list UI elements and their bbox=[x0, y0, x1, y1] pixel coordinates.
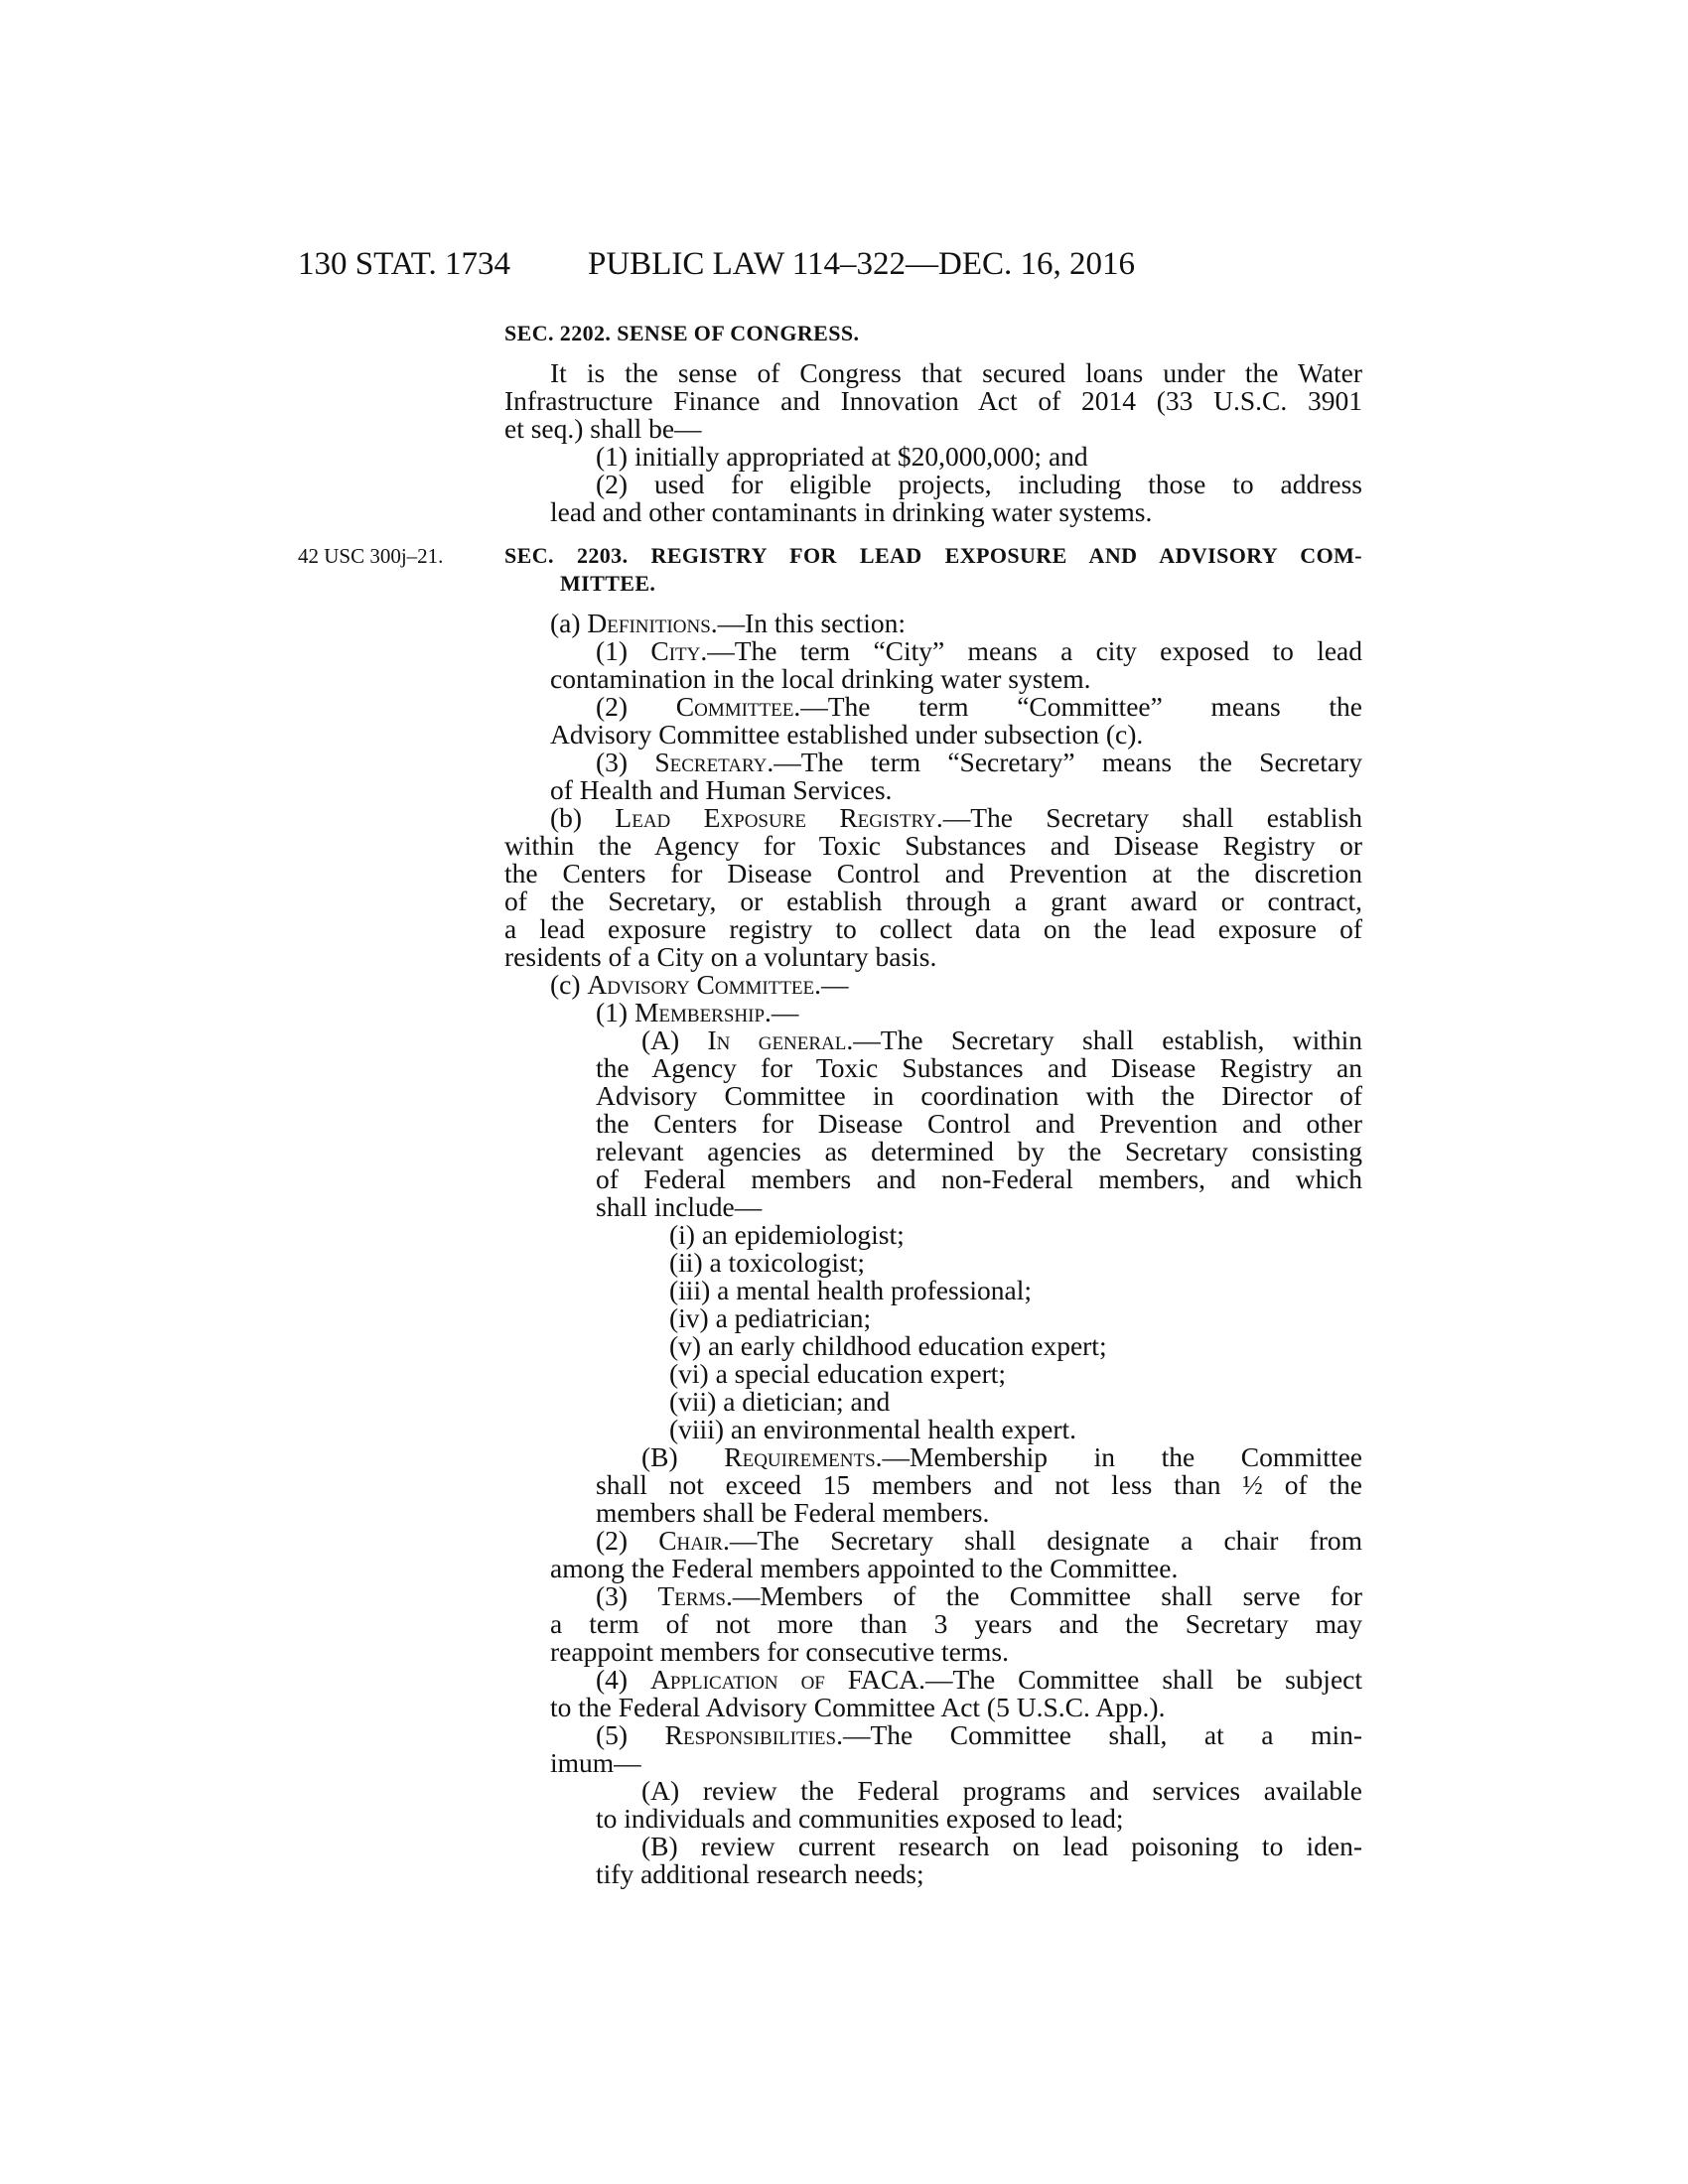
definition-city: (1) City.—The term “City” means a city exposed to lead bbox=[596, 635, 1363, 666]
c1A-line-2: the Agency for Toxic Substances and Disease Registry an bbox=[596, 1052, 1362, 1083]
definition-committee: (2) Committee.—The term “Committee” means the bbox=[596, 691, 1363, 722]
section-2203-heading-cont bbox=[504, 570, 1362, 598]
paragraph-c4: (4) Application of FACA.—The Committee shall be subject bbox=[596, 1664, 1363, 1695]
sec2202-intro-line-1: It is the sense of Congress that secured loans under the Water bbox=[550, 357, 1362, 388]
document-body bbox=[504, 320, 1362, 1888]
c1B-line-2: shall not exceed 15 members and not less than ½ of the bbox=[596, 1469, 1362, 1500]
sec2202-intro-line-3: et seq.) shall be— bbox=[504, 413, 702, 444]
definition-committee-line-2: Advisory Committee established under subsection (c). bbox=[550, 719, 1144, 750]
member-toxicologist: (ii) a toxicologist; bbox=[669, 1247, 866, 1278]
subsection-b: (b) Lead Exposure Registry.—The Secretary shall establish bbox=[550, 802, 1362, 833]
sec2202-item-1: (1) initially appropriated at $20,000,000; and bbox=[596, 441, 1088, 472]
c5B-line-2: tify additional research needs; bbox=[596, 1858, 924, 1889]
definition-city-line-2: contamination in the local drinking water system. bbox=[550, 663, 1091, 694]
page-header bbox=[298, 246, 1370, 286]
subsection-b-line-4: of the Secretary, or establish through a grant award or contract, bbox=[504, 886, 1362, 916]
paragraph-c2: (2) Chair.—The Secretary shall designate a chair from bbox=[596, 1525, 1362, 1556]
subsection-b-line-6: residents of a City on a voluntary basis. bbox=[504, 941, 937, 972]
subsection-a: (a) Definitions.—In this section: bbox=[550, 608, 907, 638]
c1A-line-3: Advisory Committee in coordination with the Director of bbox=[596, 1080, 1362, 1111]
c5A-line-2: to individuals and communities exposed to lead; bbox=[596, 1803, 1124, 1834]
c4-line-2: to the Federal Advisory Committee Act (5 U.S.C. App.). bbox=[550, 1692, 1166, 1722]
subparagraph-c5B: (B) review current research on lead poisoning to iden- bbox=[641, 1831, 1362, 1861]
c1A-line-7: shall include— bbox=[596, 1191, 763, 1222]
subsection-c: (c) Advisory Committee.— bbox=[550, 969, 849, 1000]
paragraph-c5: (5) Responsibilities.—The Committee shall, at a min- bbox=[596, 1719, 1363, 1750]
subsection-b-line-3: the Centers for Disease Control and Prevention at the discretion bbox=[504, 858, 1362, 888]
member-mental-health: (iii) a mental health professional; bbox=[669, 1275, 1033, 1305]
margin-citation: 42 USC 300j–21. bbox=[298, 544, 444, 568]
section-2203-heading-line-2: MITTEE. bbox=[560, 571, 656, 596]
sec2202-intro-line-2: Infrastructure Finance and Innovation Act of 2014 (33 U.S.C. 3901 bbox=[504, 385, 1362, 416]
definition-secretary: (3) Secretary.—The term “Secretary” means the Secretary bbox=[596, 747, 1362, 777]
c2-line-2: among the Federal members appointed to the Committee. bbox=[550, 1553, 1179, 1583]
definition-secretary-line-2: of Health and Human Services. bbox=[550, 774, 893, 805]
member-environmental-health: (viii) an environmental health expert. bbox=[669, 1414, 1077, 1444]
subparagraph-c1A: (A) In general.—The Secretary shall establish, within bbox=[641, 1024, 1362, 1055]
paragraph-c1: (1) Membership.— bbox=[596, 997, 799, 1027]
member-special-education: (vi) a special education expert; bbox=[669, 1358, 1007, 1389]
section-2203-heading-line-1: SEC. 2203. REGISTRY FOR LEAD EXPOSURE AND ADVISORY COM- bbox=[504, 543, 1362, 568]
sec2202-item-2-line-2: lead and other contaminants in drinking water systems. bbox=[550, 496, 1153, 527]
subsection-b-line-5: a lead exposure registry to collect data on the lead exposure of bbox=[504, 913, 1362, 944]
subparagraph-c1B: (B) Requirements.—Membership in the Committee bbox=[641, 1441, 1362, 1472]
paragraph-c3: (3) Terms.—Members of the Committee shall serve for bbox=[596, 1580, 1362, 1611]
c1A-line-5: relevant agencies as determined by the Secretary consisting bbox=[596, 1136, 1362, 1166]
c1A-line-6: of Federal members and non-Federal members, and which bbox=[596, 1163, 1362, 1194]
member-pediatrician: (iv) a pediatrician; bbox=[669, 1302, 872, 1333]
subsection-b-line-2: within the Agency for Toxic Substances and Disease Registry or bbox=[504, 830, 1362, 861]
member-epidemiologist: (i) an epidemiologist; bbox=[669, 1219, 905, 1250]
section-2202-heading: SEC. 2202. SENSE OF CONGRESS. bbox=[504, 321, 860, 345]
statute-citation: 130 STAT. 1734 bbox=[298, 246, 511, 282]
c1A-line-4: the Centers for Disease Control and Prevention and other bbox=[596, 1108, 1362, 1139]
c5-line-2: imum— bbox=[550, 1747, 641, 1778]
running-title: PUBLIC LAW 114–322—DEC. 16, 2016 bbox=[588, 246, 1136, 282]
c1B-line-3: members shall be Federal members. bbox=[596, 1497, 990, 1528]
member-dietician: (vii) a dietician; and bbox=[669, 1386, 891, 1417]
c3-line-2: a term of not more than 3 years and the Secretary may bbox=[550, 1608, 1362, 1639]
section-2203-heading bbox=[504, 542, 1362, 570]
member-early-childhood: (v) an early childhood education expert; bbox=[669, 1330, 1107, 1361]
sec2202-item-2-line-1: (2) used for eligible projects, including those to address bbox=[596, 469, 1362, 499]
c3-line-3: reappoint members for consecutive terms. bbox=[550, 1636, 1009, 1667]
subparagraph-c5A: (A) review the Federal programs and services available bbox=[641, 1775, 1362, 1806]
